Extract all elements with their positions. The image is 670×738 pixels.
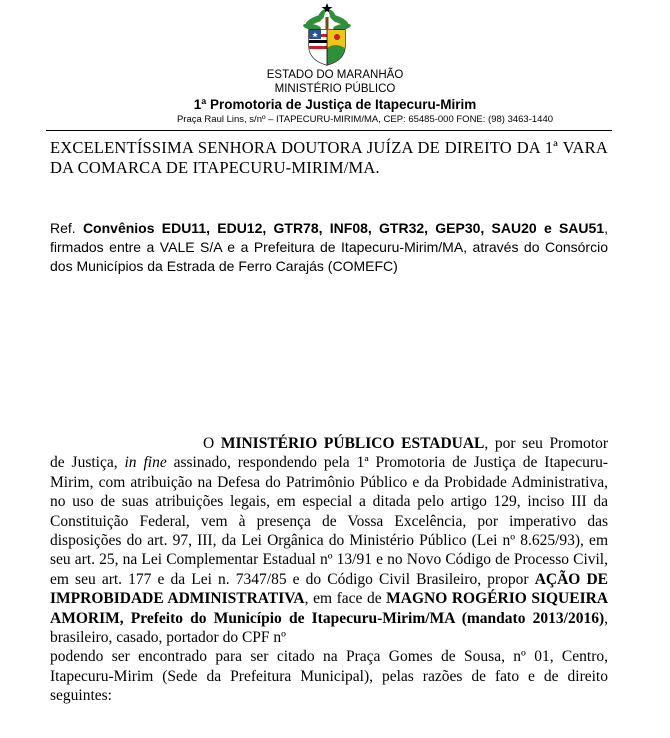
state-name: ESTADO DO MARANHÃO: [266, 69, 404, 81]
body-text-1: , por seu Promotor de Justiça,: [50, 435, 608, 472]
body-text-2: assinado, respondendo pela 1ª Promotoria de Justiça de Itapecuru-Mirim, com atribuição na Defesa do Patrimônio Público e da Probidade Administrativa, no uso de suas atribuições legais, em especial a ditada pelo artigo 129, inciso III da Constituição Federal, vem à presença de Vossa Excelência, por imperativo das disposições do art. 97, III, da Lei Orgânica do Ministério Público (Lei nº 8.625/93), em seu art. 25, na Lei Complementar Estadual nº 13/91 e no Novo Código de Processo Civil, em seu art. 177 e da Lei n. 7347/85 e do Código Civil Brasileiro, propor: [50, 454, 608, 588]
reference-rest: , firmados entre a VALE S/A e a Prefeitura de Itapecuru-Mirim/MA, através do Consórcio dos Municípios da Estrada de Ferro Carajás (COMEFC): [50, 220, 608, 274]
office-name: 1ª Promotoria de Justiça de Itapecuru-Mirim: [193, 97, 477, 112]
body-text-3: , em face de: [304, 590, 382, 608]
office-address: Praça Raul Lins, s/nº – ITAPECURU-MIRIM/MA, CEP: 65485-000 FONE: (98) 3463-1440: [176, 114, 554, 125]
body-text-5: podendo ser encontrado para ser citado na Praça Gomes de Sousa, nº 01, Centro, Itapecuru-Mirim (Sede da Prefeitura Municipal), pelas razões de fato e de direito seguintes:: [50, 648, 608, 705]
action-type: AÇÃO DE IMPROBIDADE ADMINISTRATIVA: [50, 570, 609, 608]
body-intro: O: [203, 435, 215, 452]
reference-prefix: Ref.: [50, 220, 76, 236]
body-text-4: , brasileiro, casado, portador do CPF nº: [50, 609, 608, 647]
header-divider: [46, 130, 612, 131]
reference-paragraph: [50, 219, 608, 276]
maranhao-coat-of-arms-icon: [295, 2, 359, 66]
reference-conventions: Convênios EDU11, EDU12, GTR78, INF08, GTR32, GEP30, SAU20 e SAU51: [82, 220, 605, 236]
ministry-name: MINISTÉRIO PÚBLICO: [274, 83, 396, 95]
addressee: EXCELENTÍSSIMA SENHORA DOUTORA JUÍZA DE DIREITO DA 1ª VARA DA COMARCA DE ITAPECURU-MIRIM/MA.: [50, 138, 608, 177]
petition-body: [50, 434, 608, 706]
defendant-name: MAGNO ROGÉRIO SIQUEIRA AMORIM, Prefeito do Município de Itapecuru-Mirim/MA (mandato 2013/2016): [50, 590, 609, 627]
in-fine-text: in fine: [124, 454, 167, 472]
plaintiff-name: MINISTÉRIO PÚBLICO ESTADUAL: [220, 435, 485, 452]
